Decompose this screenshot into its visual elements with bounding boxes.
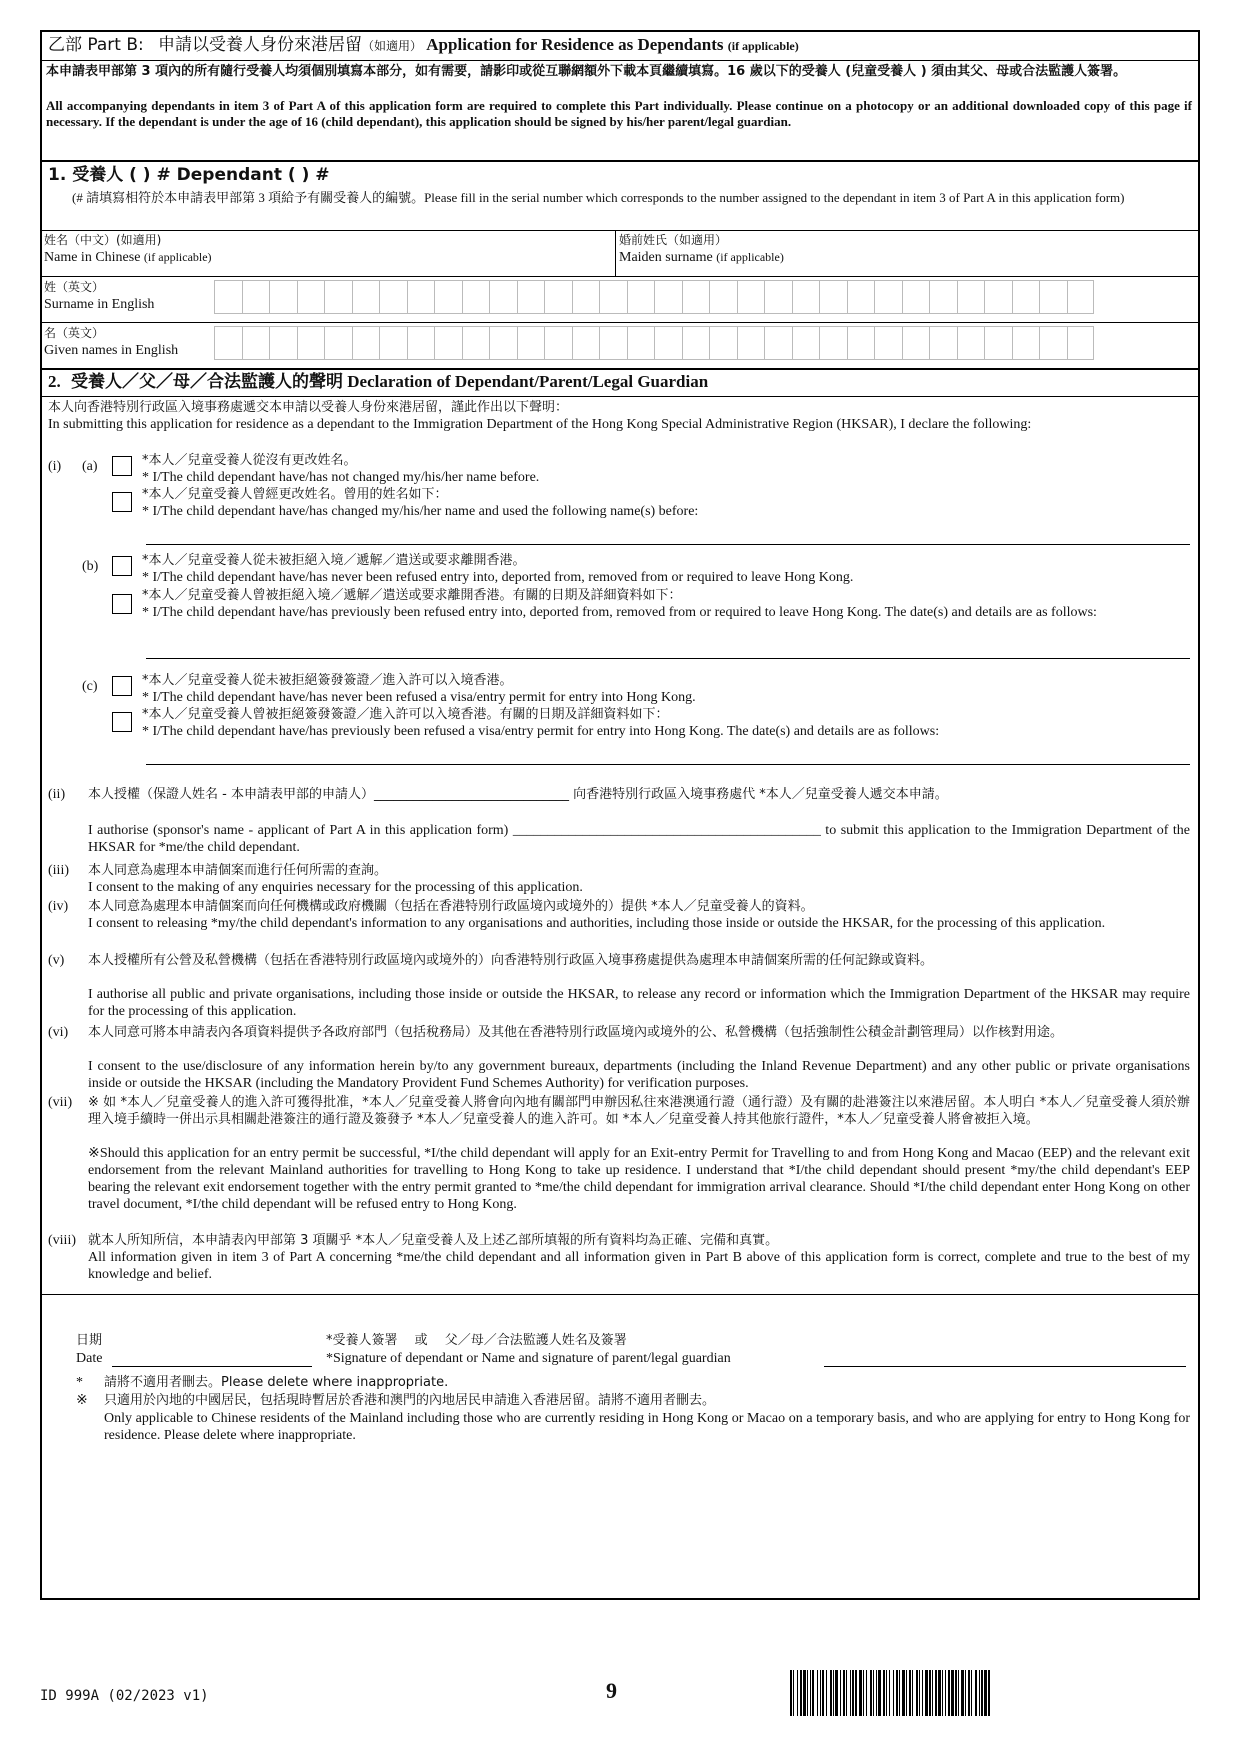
c2-text-en: * I/The child dependant have/has previously been refused a visa/entry permit for entry into Hong Kong. The date(s) and details are as follows:: [142, 724, 940, 739]
b1-text-cn: *本人／兒童受養人從未被拒絕入境／遞解／遣送或要求離開香港。: [142, 553, 526, 568]
char-box[interactable]: [792, 280, 820, 314]
barcode-icon: [790, 1670, 1192, 1716]
char-box[interactable]: [489, 280, 517, 314]
char-box[interactable]: [737, 326, 765, 360]
note2-text-cn: 只適用於內地的中國居民，包括現時暫居於香港和澳門的內地居民申請進入香港居留。請將不適用者刪去。: [104, 1393, 716, 1408]
declaration-intro-en: In submitting this application for residence as a dependant to the Immigration Department of the Hong Kong Special Administrative Region (HKSAR), I declare the following:: [48, 417, 1032, 432]
item-v-label: (v): [48, 953, 65, 968]
char-box[interactable]: [929, 280, 957, 314]
char-box[interactable]: [269, 280, 297, 314]
char-box[interactable]: [544, 326, 572, 360]
given-names-english-label: 名（英文） Given names in English: [44, 326, 179, 358]
char-box[interactable]: [407, 326, 435, 360]
item-v-text-cn: 本人授權所有公營及私營機構（包括在香港特別行政區境內或境外的）向香港特別行政區入境事務處提供為處理本申請個案所需的任何記錄或資料。: [88, 953, 934, 968]
a2-text-cn: *本人／兒童受養人曾經更改姓名。曾用的姓名如下：: [142, 487, 448, 502]
checkbox-previously-refused-visa[interactable]: [112, 712, 132, 732]
refused-visa-details-line[interactable]: [146, 764, 1190, 765]
item-a-label: (a): [82, 459, 98, 474]
item-vi-text-cn: 本人同意可將本申請表內各項資料提供予各政府部門（包括稅務局）及其他在香港特別行政區境內或境外的公、私營機構（包括強制性公積金計劃管理局）以作核對用途。: [88, 1025, 1064, 1040]
char-box[interactable]: [517, 280, 545, 314]
char-box[interactable]: [297, 280, 325, 314]
char-box[interactable]: [324, 280, 352, 314]
part-title-cn: 申請以受養人身份來港居留: [158, 35, 363, 55]
b2-text-cn: *本人／兒童受養人曾被拒絕入境／遞解／遣送或要求離開香港。有關的日期及詳細資料如下：: [142, 588, 682, 603]
char-box[interactable]: [434, 326, 462, 360]
part-label: 乙部 Part B:: [48, 35, 144, 55]
char-box[interactable]: [984, 326, 1012, 360]
char-box[interactable]: [929, 326, 957, 360]
item-ii-text-en[interactable]: I authorise (sponsor's name - applicant of Part A in this application form) ____________________________________________ to submit this application to the Immigration Department of the HKSAR for *me/the child dependant.: [88, 823, 1190, 855]
date-label-cn: 日期: [76, 1333, 103, 1348]
item-iv-label: (iv): [48, 899, 69, 914]
part-title-en-suffix: (if applicable): [727, 39, 799, 53]
char-box[interactable]: [462, 326, 490, 360]
declaration-intro-cn: 本人向香港特別行政區入境事務處遞交本申請以受養人身份來港居留，謹此作出以下聲明：: [48, 400, 569, 415]
checkbox-changed-name[interactable]: [112, 492, 132, 512]
char-box[interactable]: [1012, 326, 1040, 360]
char-box[interactable]: [847, 280, 875, 314]
note2-text-en: Only applicable to Chinese residents of the Mainland including those who are currently residing in Hong Kong or Macao on a temporary basis, and who are applying for entry to Hong Kong for residence. Please delete where inappropriate.: [104, 1411, 1190, 1443]
char-box[interactable]: [709, 326, 737, 360]
char-box[interactable]: [874, 326, 902, 360]
item-vii-text-en: ※Should this application for an entry permit be successful, *I/the child dependant will apply for an Exit-entry Permit for Travelling to and from Hong Kong and Macao (EEP) and the relevant exit endorsement from the relevant Mainland authorities for travelling to Hong Kong to take up residence. I understand that *I/the child dependant should present *my/the child dependant's EEP bearing the relevant exit endorsement together with the entry permit granted to *me/the child dependant for immigration arrival clearance. Should *I/the child dependant enter Hong Kong on other travel document, *I/the child dependant will be refused entry to Hong Kong.: [88, 1146, 1190, 1212]
char-box[interactable]: [764, 280, 792, 314]
char-box[interactable]: [654, 280, 682, 314]
char-box[interactable]: [654, 326, 682, 360]
c1-text-cn: *本人／兒童受養人從未被拒絕簽發簽證／進入許可以入境香港。: [142, 673, 513, 688]
item-iv-text-en: I consent to releasing *my/the child dependant's information to any organisations and authorities, including those inside or outside the HKSAR, for the processing of this application.: [88, 916, 1106, 931]
header-note-cn: 本申請表甲部第 3 項內的所有隨行受養人均須個別填寫本部分，如有需要，請影印或從互聯網額外下載本頁繼續填寫。16 歲以下的受養人 (兒童受養人 ) 須由其父、母或合法監護人簽署。: [46, 64, 1127, 79]
item-vii-text-cn: ※ 如 *本人／兒童受養人的進入許可獲得批准，*本人／兒童受養人將會向內地有關部門申辦因私往來港澳通行證（通行證）及有關的赴港簽注以來港居留。本人明白 *本人／兒童受養人須於辦理入境手續時一併出示具相關赴港簽注的通行證及簽發予 *本人／兒童受養人的進入許可。如 *本人／兒童受養人持其他旅行證件，*本人／兒童受養人將會被拒入境。: [88, 1095, 1190, 1127]
dependant-number-heading: 1. 受養人 ( ) # Dependant ( ) #: [48, 165, 330, 185]
char-box[interactable]: [214, 280, 242, 314]
char-box[interactable]: [517, 326, 545, 360]
char-box[interactable]: [269, 326, 297, 360]
char-box[interactable]: [1039, 280, 1067, 314]
char-box[interactable]: [324, 326, 352, 360]
char-box[interactable]: [1067, 280, 1095, 314]
char-box[interactable]: [737, 280, 765, 314]
section2-title: 2. 受養人／父／母／合法監護人的聲明 Declaration of Dependant/Parent/Legal Guardian: [48, 372, 709, 392]
maiden-surname-label: 婚前姓氏（如適用） Maiden surname (if applicable): [619, 233, 784, 265]
date-label-en: Date: [76, 1351, 103, 1366]
b1-text-en: * I/The child dependant have/has never been refused entry into, deported from, removed from or required to leave Hong Kong.: [142, 570, 854, 585]
part-title-en: Application for Residence as Dependants: [426, 35, 724, 54]
name-row-divider: [615, 230, 616, 276]
signature-label-cn: *受養人簽署 或 父／母／合法監護人姓名及簽署: [326, 1333, 627, 1348]
section1-note: (# 請填寫相符於本申請表甲部第 3 項給予有關受養人的編號。Please fill in the serial number which corresponds to the number assigned to the dependant in item 3 of Part A in this application form): [72, 190, 1125, 205]
note1-text: 請將不適用者刪去。Please delete where inappropriate.: [104, 1375, 449, 1390]
a2-text-en: * I/The child dependant have/has changed my/his/her name and used the following name(s) before:: [142, 504, 699, 519]
form-code: ID 999A (02/2023 v1): [40, 1688, 209, 1704]
signature-label-en: *Signature of dependant or Name and signature of parent/legal guardian: [326, 1351, 731, 1366]
char-box[interactable]: [682, 280, 710, 314]
part-title: [48, 36, 799, 55]
char-box[interactable]: [242, 326, 270, 360]
item-c-label: (c): [82, 679, 98, 694]
char-box[interactable]: [407, 280, 435, 314]
item-iii-text-en: I consent to the making of any enquiries necessary for the processing of this application.: [88, 880, 583, 895]
barcode-bar: [990, 1670, 991, 1716]
note2-mark: ※: [76, 1393, 88, 1408]
item-iv-text-cn: 本人同意為處理本申請個案而向任何機構或政府機關（包括在香港特別行政區境內或境外的）提供 *本人／兒童受養人的資料。: [88, 899, 814, 914]
char-box[interactable]: [957, 326, 985, 360]
char-box[interactable]: [1039, 326, 1067, 360]
char-box[interactable]: [544, 280, 572, 314]
char-box[interactable]: [627, 280, 655, 314]
previous-names-line[interactable]: [146, 544, 1190, 545]
name-chinese-label: 姓名（中文）(如適用) Name in Chinese (if applicable): [44, 233, 212, 265]
item-viii-label: (viii): [48, 1233, 76, 1248]
note1-mark: *: [76, 1375, 83, 1390]
item-i-label: (i): [48, 459, 62, 474]
char-box[interactable]: [214, 326, 242, 360]
item-viii-text-en: All information given in item 3 of Part A concerning *me/the child dependant and all information given in Part B above of this application form is correct, complete and true to the best of my knowledge and belief.: [88, 1250, 1190, 1282]
char-box[interactable]: [682, 326, 710, 360]
char-box[interactable]: [352, 280, 380, 314]
section1-title: [48, 166, 330, 184]
c1-text-en: * I/The child dependant have/has never been refused a visa/entry permit for entry into Hong Kong.: [142, 690, 696, 705]
b2-text-en: * I/The child dependant have/has previously been refused entry into, deported from, removed from or required to leave Hong Kong. The date(s) and details are as follows:: [142, 605, 1097, 620]
item-iii-label: (iii): [48, 863, 69, 878]
a1-text-cn: *本人／兒童受養人從沒有更改姓名。: [142, 453, 357, 468]
char-box[interactable]: [352, 326, 380, 360]
char-box[interactable]: [984, 280, 1012, 314]
refused-entry-details-line[interactable]: [146, 658, 1190, 659]
c2-text-cn: *本人／兒童受養人曾被拒絕簽發簽證／進入許可以入境香港。有關的日期及詳細資料如下：: [142, 707, 669, 722]
header-note-en: All accompanying dependants in item 3 of Part A of this application form are required to complete this Part individually. Please continue on a photocopy or an additional downloaded copy of this page if necessary. If the dependant is under the age of 16 (child dependant), this application should be signed by his/her parent/legal guardian.: [46, 98, 1192, 129]
char-box[interactable]: [902, 326, 930, 360]
char-box[interactable]: [379, 326, 407, 360]
char-box[interactable]: [599, 326, 627, 360]
checkbox-never-refused-entry[interactable]: [112, 556, 132, 576]
char-box[interactable]: [764, 326, 792, 360]
checkbox-never-refused-visa[interactable]: [112, 676, 132, 696]
item-vi-label: (vi): [48, 1025, 69, 1040]
surname-english-input[interactable]: [214, 280, 1094, 314]
char-box[interactable]: [627, 326, 655, 360]
char-box[interactable]: [709, 280, 737, 314]
item-v-text-en: I authorise all public and private organisations, including those inside or outside the HKSAR, to release any record or information which the Immigration Department of the HKSAR may require for the processing of this application.: [88, 987, 1190, 1019]
item-viii-text-cn: 就本人所知所信，本申請表內甲部第 3 項關乎 *本人／兒童受養人及上述乙部所填報的所有資料均為正確、完備和真實。: [88, 1233, 779, 1248]
item-ii-label: (ii): [48, 787, 66, 802]
item-iii-text-cn: 本人同意為處理本申請個案而進行任何所需的查詢。: [88, 863, 388, 878]
char-box[interactable]: [792, 326, 820, 360]
char-box[interactable]: [902, 280, 930, 314]
char-box[interactable]: [489, 326, 517, 360]
a1-text-en: * I/The child dependant have/has not changed my/his/her name before.: [142, 470, 540, 485]
char-box[interactable]: [957, 280, 985, 314]
char-box[interactable]: [819, 280, 847, 314]
char-box[interactable]: [819, 326, 847, 360]
item-vii-label: (vii): [48, 1095, 73, 1110]
char-box[interactable]: [462, 280, 490, 314]
checkbox-previously-refused-entry[interactable]: [112, 594, 132, 614]
item-ii-text-cn[interactable]: 本人授權（保證人姓名 - 本申請表甲部的申請人）______________________________ 向香港特別行政區入境事務處代 *本人／兒童受養人遞交本申請。: [88, 787, 948, 802]
char-box[interactable]: [434, 280, 462, 314]
char-box[interactable]: [242, 280, 270, 314]
page-number: 9: [606, 1678, 617, 1703]
given-names-english-input[interactable]: [214, 326, 1094, 360]
date-field[interactable]: [112, 1366, 312, 1367]
char-box[interactable]: [572, 326, 600, 360]
checkbox-not-changed-name[interactable]: [112, 456, 132, 476]
item-b-label: (b): [82, 559, 99, 574]
char-box[interactable]: [572, 280, 600, 314]
surname-english-label: 姓（英文） Surname in English: [44, 280, 155, 312]
part-title-cn-suffix: （如適用）: [362, 39, 423, 53]
char-box[interactable]: [297, 326, 325, 360]
char-box[interactable]: [599, 280, 627, 314]
signature-field[interactable]: [824, 1366, 1186, 1367]
form-frame: [40, 30, 1200, 1600]
char-box[interactable]: [1067, 326, 1095, 360]
char-box[interactable]: [847, 326, 875, 360]
char-box[interactable]: [379, 280, 407, 314]
char-box[interactable]: [1012, 280, 1040, 314]
char-box[interactable]: [874, 280, 902, 314]
item-vi-text-en: I consent to the use/disclosure of any information herein by/to any government bureaux, departments (including the Inland Revenue Department) and any other public or private organisations inside or outside the HKSAR (including the Mandatory Provident Fund Schemes Authority) for verification purposes.: [88, 1059, 1190, 1091]
